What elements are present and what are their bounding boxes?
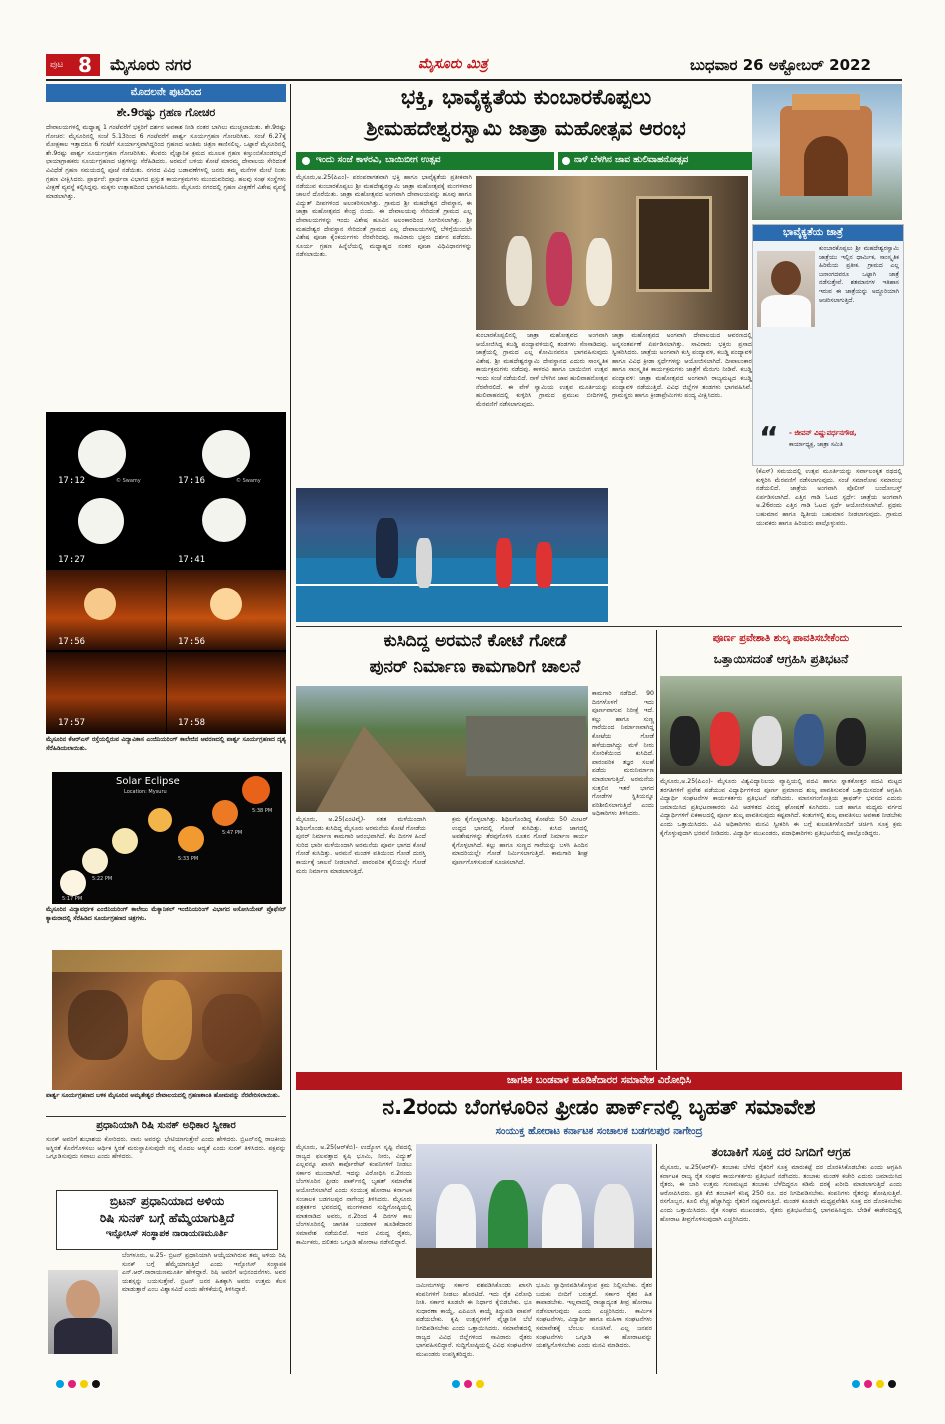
reg-dot-yellow-left [80,1380,88,1388]
quote-role: ಕಾರ್ಯಾಧ್ಯಕ್ಷ, ಜಾತ್ರಾ ಸಮಿತಿ [789,441,843,448]
fest-article-col-4: (ಕೆಎಸ್) ಸಮಯದಲ್ಲಿ ಉತ್ಸವ ಮೂರ್ತಿಯನ್ನು ಸರ್ವಾಲಂಕೃತ ರಥದಲ್ಲಿ ಕುಳ್ಳಿರಿಸಿ ಮೆರವಣಿಗೆ ನಡೆಸಲಾಗುವುದು. ಸಂಜೆ ಸಮಾರೋಪ ಸಮಾರಂಭ ನಡೆಯಲಿದೆ. ಜಾತ್ರೆಯ ಅಂಗವಾಗಿ ಪೊಲೀಸ್ ಬಂದೋಬಸ್ತ್ ಏರ್ಪಡಿಸಲಾಗಿದೆ. ಎತ್ತಿನ ಗಾಡಿ ಓಟದ ಸ್ಪರ್ಧೆ: ಜಾತ್ರೆಯ ಅಂಗವಾಗಿ ಅ.26ರಂದು ಎತ್ತಿನ ಗಾಡಿ ಓಟದ ಸ್ಪರ್ಧೆ ಆಯೋಜಿಸಲಾಗಿದೆ. ಪ್ರಥಮ ಬಹುಮಾನ ಹಾಗೂ ದ್ವಿತೀಯ ಬಹುಮಾನ ನೀಡಲಾಗುವುದು. ಗ್ರಾಮದ ಯುವಕರು ಹಾಗೂ ಹಿರಿಯರು ಪಾಲ್ಗೊಳ್ಳುವರು. [756,468,902,527]
time-label-7: 17:57 [58,718,86,728]
fest-title-line-1: ಭಕ್ತಿ, ಭಾವೈಕ್ಯತೆಯ ಕುಂಬಾರಕೊಪ್ಪಲು [400,85,652,109]
eclipse-caption: ಮೈಸೂರಿನ ಕೆಆರ್‌ಎಸ್ ರಸ್ತೆಯಲ್ಲಿರುವ ವಿದ್ಯಾವಿಕಾಸ ಎಂಜಿನಿಯರಿಂಗ್ ಕಾಲೇಜಿನ ಆವರಣದಲ್ಲಿ ಪಾರ್ಶ್ವ ಸೂರ್ಯಗ್ರಹಣದ ದೃಶ್ಯ ಸೆರೆಹಿಡಿಯಲಾಯಿತು. [46,736,286,752]
rally-article-col-2: ಜಮೀನುಗಳನ್ನು ಸರ್ಕಾರ ವಶಪಡಿಸಿಕೊಂಡು ಖಾಸಗಿ ಕಂಪನಿಗಳಿಗೆ ನೀಡಲು ಹೊರಟಿದೆ. ಇದು ರೈತ ವಿರೋಧಿ ನೀತಿ. ಸರ್ಕಾರ ಕೂಡಲೇ ಈ ನಿರ್ಧಾರ ಕೈಬಿಡಬೇಕು. ಭೂ ಸುಧಾರಣಾ ಕಾಯ್ದೆ, ಎಪಿಎಂಸಿ ಕಾಯ್ದೆ ತಿದ್ದುಪಡಿ ವಾಪಸ್ ಪಡೆಯಬೇಕು. ಕೃಷಿ ಉತ್ಪನ್ನಗಳಿಗೆ ವೈಜ್ಞಾನಿಕ ಬೆಲೆ ನಿಗದಿಪಡಿಸಬೇಕು ಎಂದು ಒತ್ತಾಯಿಸಿದರು. ಸಮಾವೇಶದಲ್ಲಿ ರಾಜ್ಯದ ವಿವಿಧ ಜಿಲ್ಲೆಗಳಿಂದ ಸಾವಿರಾರು ರೈತರು ಭಾಗವಹಿಸಲಿದ್ದಾರೆ. ಸುದ್ದಿಗೋಷ್ಠಿಯಲ್ಲಿ ವಿವಿಧ ಸಂಘಟನೆಗಳ ಮುಖಂಡರು ಉಪಸ್ಥಿತರಿದ್ದರು. [416,1282,532,1358]
palace-article-col-2: ಕ್ರಮ ಕೈಗೊಳ್ಳಲಾಗಿತ್ತು. ಶಿಥಿಲಗೊಂಡಿದ್ದ ಕೋಟೆಯ 50 ಮೀಟರ್ ಉದ್ದದ ಭಾಗದಲ್ಲಿ ಗೋಡೆ ಕುಸಿದಿತ್ತು. ಕುಸಿದ ಜಾಗದಲ್ಲಿ ಅವಶೇಷಗಳನ್ನು ತೆರವುಗೊಳಿಸಿ ನೂತನ ಗೋಡೆ ನಿರ್ಮಾಣ ಕಾರ್ಯ ಕೈಗೊಳ್ಳಲಾಗಿದೆ. ಕಲ್ಲು ಹಾಗೂ ಸುಣ್ಣದ ಗಾರೆಯನ್ನು ಬಳಸಿ ಹಿಂದಿನ ಮಾದರಿಯಲ್ಲೇ ಗೋಡೆ ನಿರ್ಮಿಸಲಾಗುತ್ತಿದೆ. ಕಾಮಗಾರಿ ಶೀಘ್ರ ಪೂರ್ಣಗೊಳಿಸುವಂತೆ ಸೂಚಿಸಲಾಗಿದೆ. [452,816,588,866]
time-label-2: 17:16 [178,476,206,486]
header-divider [46,79,902,81]
press-meet-photo [416,1144,652,1278]
solar-time-3: 5:33 PM [178,856,199,862]
sun-disc-3 [78,498,124,544]
continued-banner: ಮೊದಲನೇ ಪುಟದಿಂದ [46,84,286,102]
sun-disc-4 [202,498,246,542]
fest-article-col-3: ಜಾತ್ರಾ ಮಹೋತ್ಸವದ ಅಂಗವಾಗಿ ದೇವಾಲಯದ ಆವರಣದಲ್ಲಿ ಅನ್ನಸಂತರ್ಪಣೆ ಏರ್ಪಡಿಸಲಾಗಿತ್ತು. ಸಾವಿರಾರು ಭಕ್ತರು ಪ್ರಸಾದ ಸ್ವೀಕರಿಸಿದರು. ಜಾತ್ರೆಯ ಅಂಗವಾಗಿ ಕುಸ್ತಿ ಪಂದ್ಯಾವಳಿ, ಕಬಡ್ಡಿ ಪಂದ್ಯಾವಳಿ ಹಾಗೂ ವಿವಿಧ ಕ್ರೀಡಾ ಸ್ಪರ್ಧೆಗಳನ್ನು ಆಯೋಜಿಸಲಾಗಿದೆ. ದೀಪಾಲಂಕಾರ ಹಾಗೂ ಸಾಂಸ್ಕೃತಿಕ ಕಾರ್ಯಕ್ರಮಗಳು ಜಾತ್ರೆಗೆ ಮೆರುಗು ನೀಡಿವೆ. ಕಬಡ್ಡಿ ಪಂದ್ಯಾವಳಿ: ಜಾತ್ರಾ ಮಹೋತ್ಸವದ ಅಂಗವಾಗಿ ರಾಜ್ಯಮಟ್ಟದ ಕಬಡ್ಡಿ ಪಂದ್ಯಾವಳಿ ನಡೆಯುತ್ತಿದೆ. ವಿವಿಧ ಜಿಲ್ಲೆಗಳ ತಂಡಗಳು ಭಾಗವಹಿಸಿವೆ. ಗ್ರಾಮಸ್ಥರು ಹಾಗೂ ಕ್ರೀಡಾಪ್ರೇಮಿಗಳು ಪಂದ್ಯ ವೀಕ್ಷಿಸಿದರು. [612,332,752,400]
fest-headline [296,82,756,152]
sidebar-title-bar: ಭಾವೈಕ್ಯತೆಯ ಜಾತ್ರೆ [753,225,903,241]
pooja-photo [52,950,282,1090]
section-name: ಮೈಸೂರು ನಗರ [110,55,192,74]
ribbon-bullet-1 [302,157,310,165]
rally-article-col-1: ಮೈಸೂರು, ಅ.25(ಆರ್‌ಕೆಬಿ)- ಉದ್ಯೋಗ ಸೃಷ್ಟಿ ನೆಪದಲ್ಲಿ ರಾಜ್ಯದ ಫಲವತ್ತಾದ ಕೃಷಿ ಭೂಮಿ, ನೀರು, ವಿದ್ಯುತ್ ಎಲ್ಲವನ್ನೂ ಖಾಸಗಿ ಕಾರ್ಪೊರೇಟ್ ಕಂಪನಿಗಳಿಗೆ ನೀಡಲು ಸರ್ಕಾರ ಮುಂದಾಗಿದೆ. ಇದನ್ನು ವಿರೋಧಿಸಿ ನ.2ರಂದು ಬೆಂಗಳೂರಿನ ಫ್ರೀಡಂ ಪಾರ್ಕ್‌ನಲ್ಲಿ ಬೃಹತ್ ಸಮಾವೇಶ ಆಯೋಜಿಸಲಾಗಿದೆ ಎಂದು ಸಂಯುಕ್ತ ಹೋರಾಟ ಕರ್ನಾಟಕ ಸಂಚಾಲಕ ಬಡಗಲಪುರ ನಾಗೇಂದ್ರ ತಿಳಿಸಿದರು. ಮೈಸೂರು ಪತ್ರಕರ್ತರ ಭವನದಲ್ಲಿ ಮಂಗಳವಾರ ಸುದ್ದಿಗೋಷ್ಠಿಯಲ್ಲಿ ಮಾತನಾಡಿದ ಅವರು, ನ.2ರಿಂದ 4 ದಿನಗಳ ಕಾಲ ಬೆಂಗಳೂರಿನಲ್ಲಿ ಜಾಗತಿಕ ಬಂಡವಾಳ ಹೂಡಿಕೆದಾರರ ಸಮಾವೇಶ ನಡೆಯಲಿದೆ. ಇದರ ವಿರುದ್ಧ ರೈತರು, ಕಾರ್ಮಿಕರು, ದಲಿತರು ಒಗ್ಗೂಡಿ ಹೋರಾಟ ನಡೆಸಲಿದ್ದಾರೆ. [296,1144,412,1246]
sun-disc-2 [202,430,250,478]
eclipse-disc-3 [178,826,204,852]
photo-credit-2: © Swamy [236,478,261,484]
eclipse-article: ದೇವಾಲಯಗಳಲ್ಲಿ ಮಧ್ಯಾಹ್ನ 1 ಗಂಟೆವರೆಗೆ ಭಕ್ತರಿಗೆ ದರ್ಶನ ಅವಕಾಶ ನೀಡಿ ನಂತರ ಬಾಗಿಲು ಮುಚ್ಚಲಾಯಿತು. ಶೇ.9ರಷ್ಟು ಗೋಚರ: ಮೈಸೂರಿನಲ್ಲಿ ಸಂಜೆ 5.13ರಿಂದ 6 ಗಂಟೆವರೆಗೆ ಪಾರ್ಶ್ವ ಸೂರ್ಯಗ್ರಹಣ ಗೋಚರಿಸಿತು. ಸಂಜೆ 6.27ಕ್ಕೆ ಮೋಕ್ಷಕಾಲ ಇತ್ತಾದರೂ 6 ಗಂಟೆಗೆ ಸೂರ್ಯಾಸ್ತವಾಗಿದ್ದರಿಂದ ಗ್ರಹಣದ ಅಂತಿಮ ಚಿತ್ರಣ ಕಾಣಿಸಲಿಲ್ಲ. ಒಟ್ಟಾರೆ ಮೈಸೂರಿನಲ್ಲಿ ಶೇ.9ರಷ್ಟು ಪಾರ್ಶ್ವ ಸೂರ್ಯಗ್ರಹಣ ಗೋಚರಿಸಿತು. ಕೆಲವರು ವೈಜ್ಞಾನಿಕ ಕ್ರಮದ ಮೂಲಕ ಗ್ರಹಣ ಕಣ್ತುಂಬಿಕೊಂಡರಲ್ಲದೆ ಛಾಯಾಗ್ರಾಹಕರು ಸೂರ್ಯಗ್ರಹಣದ ಚಿತ್ರಗಳನ್ನು ಸೆರೆಹಿಡಿದರು. ಅರಮನೆ ಬಳಿಯ ಕೋಟೆ ಮಾರಮ್ಮ ದೇವಾಲಯ ಸೇರಿದಂತೆ ವಿವಿಧೆಡೆ ಗ್ರಹಣ ಸಮಯದಲ್ಲಿ ಪೂಜೆ ನಡೆಯಿತು. ನಗರದ ವಿವಿಧ ಬಡಾವಣೆಗಳಲ್ಲಿ ಜನರು ತಮ್ಮ ಮನೆಗಳ ಮೇಲೆ ನಿಂತು ಗ್ರಹಣ ವೀಕ್ಷಿಸಿದರು. ಪ್ರಾರ್ಥನೆ: ಪ್ರಾರ್ಥನಾ ವಿಭಾಗದ ಪ್ರಸ್ತುತ ಕಾರ್ಯಕ್ರಮಗಳು ಮುಂದುವರಿದವು. ಹಲವು ಸಂಘ ಸಂಸ್ಥೆಗಳು ವೀಕ್ಷಣೆ ವ್ಯವಸ್ಥೆ ಕಲ್ಪಿಸಿದ್ದವು. ಮಕ್ಕಳು ಉತ್ಸಾಹದಿಂದ ಭಾಗವಹಿಸಿದರು. ಮೈಸೂರು ನಗರದಲ್ಲಿ ಗ್ರಹಣ ವೀಕ್ಷಣೆಗೆ ವಿಶೇಷ ವ್ಯವಸ್ಥೆ ಮಾಡಲಾಗಿತ್ತು. [46,124,286,200]
time-label-8: 17:58 [178,718,206,728]
rally-article-col-3: ಭೂಮಿ ಸ್ವಾಧೀನಪಡಿಸಿಕೊಳ್ಳುವ ಕ್ರಮ ನಿಲ್ಲಿಸಬೇಕು. ರೈತರ ಬದುಕು ಬೀದಿಗೆ ಬರುತ್ತದೆ. ಸರ್ಕಾರ ರೈತರ ಹಿತ ಕಾಪಾಡಬೇಕು. ಇಲ್ಲವಾದಲ್ಲಿ ರಾಜ್ಯಾದ್ಯಂತ ತೀವ್ರ ಹೋರಾಟ ನಡೆಸಲಾಗುವುದು ಎಂದು ಎಚ್ಚರಿಸಿದರು. ಕಾರ್ಮಿಕ ಸಂಘಟನೆಗಳು, ವಿದ್ಯಾರ್ಥಿ ಹಾಗೂ ಮಹಿಳಾ ಸಂಘಟನೆಗಳು ಸಮಾವೇಶಕ್ಕೆ ಬೆಂಬಲ ಸೂಚಿಸಿವೆ. ಎಲ್ಲ ಜನಪರ ಸಂಘಟನೆಗಳು ಒಗ್ಗೂಡಿ ಈ ಹೋರಾಟವನ್ನು ಯಶಸ್ವಿಗೊಳಿಸಬೇಕು ಎಂದು ಮನವಿ ಮಾಡಿದರು. [536,1282,652,1350]
fest-title-line-2: ಶ್ರೀಮಹದೇಶ್ವರಸ್ವಾಮಿ ಜಾತ್ರಾ ಮಹೋತ್ಸವ ಆರಂಭ [366,116,686,140]
time-label-5: 17:56 [58,637,86,647]
solar-time-1: 5:38 PM [252,808,273,814]
eclipse-disc-7 [60,870,86,896]
kabaddi-photo [296,488,608,622]
solar-time-2: 5:47 PM [222,830,243,836]
page-number: 8 [78,53,92,77]
infosys-article: ಬೆಂಗಳೂರು, ಅ.25- ಬ್ರಿಟನ್ ಪ್ರಧಾನಿಯಾಗಿ ಆಯ್ಕೆಯಾಗಿರುವ ತಮ್ಮ ಅಳಿಯ ರಿಷಿ ಸುನಕ್ ಬಗ್ಗೆ ಹೆಮ್ಮೆಯಾಗುತ್ತಿದೆ ಎಂದು ಇನ್ಫೋಸಿಸ್ ಸಂಸ್ಥಾಪಕ ಎನ್.ಆರ್.ನಾರಾಯಣಮೂರ್ತಿ ಹೇಳಿದ್ದಾರೆ. ರಿಷಿ ಅವರಿಗೆ ಅಭಿನಂದನೆಗಳು. ಅವರ ಯಶಸ್ಸನ್ನು ಬಯಸುತ್ತೇವೆ. ಬ್ರಿಟನ್ ಜನರ ಹಿತಕ್ಕಾಗಿ ಅವರು ಉತ್ತಮ ಕೆಲಸ ಮಾಡುತ್ತಾರೆ ಎಂಬ ವಿಶ್ವಾಸವಿದೆ ಎಂದು ಹೇಳಿಕೆಯಲ್ಲಿ ತಿಳಿಸಿದ್ದಾರೆ. [122,1252,286,1294]
page-header [0,50,945,80]
masthead-logo: ಮೈಸೂರು ಮಿತ್ರ [418,56,488,72]
photo-credit-1: © Swamy [116,478,141,484]
protest-headline: ಪೂರ್ಣ ಪ್ರವೇಶಾತಿ ಶುಲ್ಕ ಪಾವತಿಸಬೇಕೆಂದು ಒತ್ತಾಯಿಸದಂತೆ ಆಗ್ರಹಿಸಿ ಪ್ರತಿಭಟನೆ [712,633,850,666]
reg-dot-magenta-right [864,1380,872,1388]
reg-dot-cyan-right [852,1380,860,1388]
reg-dot-yellow-right [876,1380,884,1388]
reg-dot-black-left [92,1380,100,1388]
quote-mark: “ [759,421,779,456]
eclipse-disc-5 [112,828,138,854]
solar-time-5: 5:17 PM [62,896,83,902]
time-label-3: 17:27 [58,555,86,565]
issue-date: ಬುಧವಾರ 26 ಅಕ್ಟೋಬರ್ 2022 [690,56,871,74]
solar-caption: ಮೈಸೂರಿನ ವಿದ್ಯಾವರ್ಧಕ ಎಂಜಿನಿಯರಿಂಗ್ ಕಾಲೇಜು ಮೆಕ್ಯಾನಿಕಲ್ ಇಂಜಿನಿಯರಿಂಗ್ ವಿಭಾಗದ ಅಸೋಸಿಯೇಟ್ ಪ್ರೊಫೆಸರ್ ಕ್ಯಾಮರಾದಲ್ಲಿ ಸೆರೆಹಿಡಿದ ಸೂರ್ಯಗ್ರಹಣದ ಚಿತ್ರಗಳು. [46,906,286,922]
tobacco-article: ಮೈಸೂರು, ಅ.25(ಆರ್‌ಕೆ)- ತಂಬಾಕು ಬೆಳೆದ ರೈತರಿಗೆ ಸೂಕ್ತ ಮಾರುಕಟ್ಟೆ ದರ ದೊರಕಿಸಿಕೊಡಬೇಕು ಎಂದು ಆಗ್ರಹಿಸಿ ಕರ್ನಾಟಕ ರಾಜ್ಯ ರೈತ ಸಂಘದ ಕಾರ್ಯಕರ್ತರು ಪ್ರತಿಭಟನೆ ನಡೆಸಿದರು. ತಂಬಾಕು ಮಂಡಳಿ ಕಚೇರಿ ಎದುರು ಜಮಾಯಿಸಿದ ರೈತರು, ಈ ಬಾರಿ ಉತ್ತಮ ಗುಣಮಟ್ಟದ ತಂಬಾಕು ಬೆಳೆದಿದ್ದರೂ ಕಡಿಮೆ ದರಕ್ಕೆ ಖರೀದಿ ಮಾಡಲಾಗುತ್ತಿದೆ ಎಂದು ಆರೋಪಿಸಿದರು. ಪ್ರತಿ ಕೆಜಿ ತಂಬಾಕಿಗೆ ಕನಿಷ್ಠ 250 ರೂ. ದರ ನಿಗದಿಪಡಿಸಬೇಕು. ಕಂಪನಿಗಳು ರೈತರನ್ನು ಶೋಷಿಸುತ್ತಿವೆ. ರಸಗೊಬ್ಬರ, ಕೂಲಿ ವೆಚ್ಚ ಹೆಚ್ಚಾಗಿದ್ದು ರೈತರಿಗೆ ನಷ್ಟವಾಗುತ್ತಿದೆ. ಮಂಡಳಿ ಕೂಡಲೇ ಮಧ್ಯಪ್ರವೇಶಿಸಿ ಸೂಕ್ತ ದರ ದೊರಕಿಸಬೇಕು ಎಂದು ಒತ್ತಾಯಿಸಿದರು. ರೈತ ಸಂಘದ ಮುಖಂಡರು, ರೈತರು ಪ್ರತಿಭಟನೆಯಲ್ಲಿ ಭಾಗವಹಿಸಿದ್ದರು. ಬೇಡಿಕೆ ಈಡೇರದಿದ್ದಲ್ಲಿ ಹೋರಾಟ ತೀವ್ರಗೊಳಿಸುವುದಾಗಿ ಎಚ್ಚರಿಸಿದರು. [660,1164,902,1223]
ribbon-text-2: ನಾಳೆ ಬೆಳಗಿನ ಜಾವ ಹುಲಿವಾಹನೋತ್ಸವ [574,155,689,165]
palace-article-col-3: ಕಾಮಗಾರಿ ನಡೆದಿದೆ. 90 ದಿನಗಳೊಳಗೆ ಇದು ಪೂರ್ಣವಾಗುವ ನಿರೀಕ್ಷೆ ಇದೆ. ಕಲ್ಲು ಹಾಗೂ ಸುಣ್ಣ ಗಾರೆಯಿಂದ ನಿರ್ಮಾಣವಾಗಿದ್ದ ಕೋಟೆಯ ಗೋಡೆ ಹಳೆಯದಾಗಿದ್ದು ಮಳೆ ನೀರು ಸೋರಿಕೆಯಿಂದ ಕುಸಿದಿದೆ. ಪಾರಂಪರಿಕ ತಜ್ಞರ ಸಲಹೆ ಪಡೆದು ಮರುನಿರ್ಮಾಣ ಮಾಡಲಾಗುತ್ತಿದೆ. ಅರಮನೆಯ ಸುತ್ತಲಿನ ಇತರೆ ಭಾಗದ ಗೋಡೆಗಳ ಸ್ಥಿತಿಯನ್ನೂ ಪರಿಶೀಲಿಸಲಾಗುತ್ತಿದೆ ಎಂದು ಅಧಿಕಾರಿಗಳು ತಿಳಿಸಿದರು. [592,690,654,818]
sun-disc-1 [78,430,126,478]
solar-title: Solar Eclipse [116,776,180,787]
rally-headline: ನ.2ರಂದು ಬೆಂಗಳೂರಿನ ಫ್ರೀಡಂ ಪಾರ್ಕ್‌ನಲ್ಲಿ ಬೃಹತ್ ಸಮಾವೇಶ [382,1095,816,1119]
reg-dot-yellow-mid [476,1380,484,1388]
ribbon-bullet-2 [562,157,570,165]
ribbon-text-1: ಇಂದು ಸಂಜೆ ಕಾಳರವಿ, ಬಾಯಿಬೀಗ ಉತ್ಸವ [316,155,441,165]
solar-eclipse-photo [52,772,282,904]
rally-kicker-bar: ಜಾಗತಿಕ ಬಂಡವಾಳ ಹೂಡಿಕೆದಾರರ ಸಮಾವೇಶ ವಿರೋಧಿಸಿ [296,1072,902,1090]
quote-name: - ಜೀವನ್ ವಿಷ್ಣುವರ್ಧನಗೌಡ, [789,429,857,437]
jeevan-photo [757,251,815,327]
time-label-6: 17:56 [178,637,206,647]
tobacco-headline: ತಂಬಾಕಿಗೆ ಸೂಕ್ತ ದರ ನಿಗದಿಗೆ ಆಗ್ರಹ [711,1145,851,1159]
pooja-caption: ಪಾರ್ಶ್ವ ಸೂರ್ಯಗ್ರಹಣದ ಬಳಿಕ ಮೈಸೂರಿನ ಅಮೃತೇಶ್ವರ ದೇವಾಲಯದಲ್ಲಿ ಗ್ರಹಣಶಾಂತಿ ಹೋಮವನ್ನು ನೆರವೇರಿಸಲಾಯಿತು. [46,1092,281,1099]
time-label-4: 17:41 [178,555,206,565]
eclipse-disc-1 [242,776,270,804]
infosys-headline: ಬ್ರಿಟನ್ ಪ್ರಧಾನಿಯಾದ ಅಳಿಯ ರಿಷಿ ಸುನಕ್ ಬಗ್ಗೆ ಹೆಮ್ಮೆಯಾಗುತ್ತಿದೆ ಇನ್ಫೋಸಿಸ್ ಸಂಸ್ಥಾಪಕ ನಾರಾಯಣಮೂರ್ತಿ [56,1190,278,1250]
page-label: ಪುಟ [50,60,64,70]
reg-dot-magenta-mid [464,1380,472,1388]
eclipse-photo-grid [46,412,286,734]
sunak-article: ಸುನಕ್ ಅವರಿಗೆ ಶುಭಾಶಯ ಕೋರಿದರು. ನಾನು ಅವರನ್ನು ಭೇಟಿಯಾಗುತ್ತೇನೆ ಎಂದು ಹೇಳಿದರು. ಬ್ರಿಟನ್‌ನಲ್ಲಿ ರಾಜಕೀಯ ಅಸ್ಥಿರತೆ ಕೊನೆಗೊಳಿಸಲು ಆರ್ಥಿಕ ಸ್ಥಿರತೆ ಮರುಸ್ಥಾಪಿಸುವುದೇ ನನ್ನ ಮೊದಲ ಆದ್ಯತೆ ಎಂದು ಸುನಕ್ ತಿಳಿಸಿದರು. ಪಕ್ಷವನ್ನು ಒಗ್ಗೂಡಿಸುವುದು ಸವಾಲು ಎಂದು ಹೇಳಿದರು. [46,1136,286,1161]
eclipse-title: ಶೇ.9ರಷ್ಟು ಗ್ರಹಣ ಗೋಚರ [116,106,216,119]
temple-gate-photo [752,84,902,220]
protest-article: ಮೈಸೂರು,ಅ.25(ಪಿಎಂ)- ಮೈಸೂರು ವಿಶ್ವವಿದ್ಯಾನಿಲಯ ವ್ಯಾಪ್ತಿಯಲ್ಲಿ ಪದವಿ ಹಾಗೂ ಸ್ನಾತಕೋತ್ತರ ಪದವಿ ಮಟ್ಟದ ತರಗತಿಗಳಿಗೆ ಪ್ರವೇಶ ಪಡೆಯುವ ವಿದ್ಯಾರ್ಥಿಗಳಿಂದ ಪೂರ್ಣ ಪ್ರಮಾಣದ ಶುಲ್ಕ ಪಾವತಿಸುವಂತೆ ಒತ್ತಾಯಿಸದಂತೆ ಆಗ್ರಹಿಸಿ ವಿದ್ಯಾರ್ಥಿ ಸಂಘಟನೆಗಳ ಕಾರ್ಯಕರ್ತರು ಪ್ರತಿಭಟನೆ ನಡೆಸಿದರು. ಮಾನಸಗಂಗೋತ್ರಿಯ ಕ್ರಾಫರ್ಡ್ ಭವನದ ಎದುರು ಜಮಾಯಿಸಿದ ಪ್ರತಿಭಟನಾಕಾರರು ವಿವಿ ಆಡಳಿತದ ವಿರುದ್ಧ ಘೋಷಣೆ ಕೂಗಿದರು. ಬಡ ಹಾಗೂ ಮಧ್ಯಮ ವರ್ಗದ ವಿದ್ಯಾರ್ಥಿಗಳಿಗೆ ಏಕಕಾಲದಲ್ಲಿ ಪೂರ್ಣ ಶುಲ್ಕ ಪಾವತಿಸುವುದು ಕಷ್ಟವಾಗಿದೆ. ಕಂತುಗಳಲ್ಲಿ ಶುಲ್ಕ ಪಾವತಿಸಲು ಅವಕಾಶ ನೀಡಬೇಕು ಎಂದು ಒತ್ತಾಯಿಸಿದರು. ವಿವಿ ಅಧಿಕಾರಿಗಳು ಮನವಿ ಸ್ವೀಕರಿಸಿ ಈ ಬಗ್ಗೆ ಕುಲಪತಿಗಳೊಂದಿಗೆ ಚರ್ಚಿಸಿ ಸೂಕ್ತ ಕ್ರಮ ಕೈಗೊಳ್ಳುವುದಾಗಿ ಭರವಸೆ ನೀಡಿದರು. ವಿದ್ಯಾರ್ಥಿ ಮುಖಂಡರು, ಪದಾಧಿಕಾರಿಗಳು ಪ್ರತಿಭಟನೆಯಲ್ಲಿ ಪಾಲ್ಗೊಂಡಿದ್ದರು. [660,778,902,837]
palace-article-col-1: ಮೈಸೂರು, ಅ.25(ಎಂಟಿವೈ)- ಸತತ ಮಳೆಯಿಂದಾಗಿ ಶಿಥಿಲಗೊಂಡು ಕುಸಿದಿದ್ದ ಮೈಸೂರು ಅರಮನೆಯ ಕೋಟೆ ಗೋಡೆಯ ಪುನರ್ ನಿರ್ಮಾಣ ಕಾಮಗಾರಿ ಆರಂಭವಾಗಿದೆ. ಕೆಲ ದಿನಗಳ ಹಿಂದೆ ಸುರಿದ ಭಾರೀ ಮಳೆಯಿಂದಾಗಿ ಅರಮನೆಯ ಪೂರ್ವ ಭಾಗದ ಕೋಟೆ ಗೋಡೆ ಕುಸಿದಿತ್ತು. ಅರಮನೆ ಮಂಡಳಿ ವತಿಯಿಂದ ಗೋಡೆ ದುರಸ್ತಿ ಕಾರ್ಯಕ್ಕೆ ಚಾಲನೆ ನೀಡಲಾಗಿದೆ. ಪಾರಂಪರಿಕ ಶೈಲಿಯಲ್ಲೇ ಗೋಡೆ ಮರು ನಿರ್ಮಾಣ ಮಾಡಲಾಗುತ್ತಿದೆ. [296,816,426,875]
rally-subtitle: ಸಂಯುಕ್ತ ಹೋರಾಟ ಕರ್ನಾಟಕ ಸಂಚಾಲಕ ಬಡಗಲಪುರ ನಾಗೇಂದ್ರ [495,1126,703,1137]
fest-sidebar: ಭಾವೈಕ್ಯತೆಯ ಜಾತ್ರೆ ಕುಂಬಾರಕೊಪ್ಪಲು ಶ್ರೀ ಮಹದೇಶ್ವರಸ್ವಾಮಿ ಜಾತ್ರೆಯು ಇಲ್ಲಿನ ಧಾರ್ಮಿಕ, ಸಾಂಸ್ಕೃತಿಕ ಹಿರಿಮೆಯ ಪ್ರತೀಕ. ಗ್ರಾಮದ ಎಲ್ಲ ಜನಾಂಗದವರೂ ಒಟ್ಟಾಗಿ ಜಾತ್ರೆ ನಡೆಸುತ್ತೇವೆ. ಶತಮಾನಗಳ ಇತಿಹಾಸ ಇರುವ ಈ ಜಾತ್ರೆಯನ್ನು ಅದ್ಧೂರಿಯಾಗಿ ಆಚರಿಸಲಾಗುತ್ತಿದೆ. “ - ಜೀವನ್ ವಿಷ್ಣುವರ್ಧನಗೌಡ, ಕಾರ್ಯಾಧ್ಯಕ್ಷ, ಜಾತ್ರಾ ಸಮಿತಿ [752,224,904,466]
fest-ribbon [296,152,752,170]
sun-disc-5 [84,588,116,620]
sunak-title: ಪ್ರಧಾನಿಯಾಗಿ ರಿಷಿ ಸುನಕ್ ಅಧಿಕಾರ ಸ್ವೀಕಾರ [96,1120,236,1131]
reg-dot-magenta-left [68,1380,76,1388]
eclipse-disc-2 [212,800,238,826]
protest-photo [660,676,902,774]
palace-headline: ಕುಸಿದಿದ್ದ ಅರಮನೆ ಕೋಟೆ ಗೋಡೆ ಪುನರ್ ನಿರ್ಮಾಣ ಕಾಮಗಾರಿಗೆ ಚಾಲನೆ [369,631,581,677]
eclipse-disc-4 [148,808,172,832]
time-label-1: 17:12 [58,476,86,486]
eclipse-disc-6 [82,848,108,874]
solar-location: Location: Mysuru [124,789,167,795]
sun-disc-6 [210,588,242,620]
fest-article-col-1: ಮೈಸೂರು,ಅ.25(ಪಿಎಂ)- ಪರಂಪರಾಗತವಾಗಿ ಭಕ್ತಿ ಹಾಗೂ ಭಾವೈಕ್ಯತೆಯ ಪ್ರತೀಕವಾಗಿ ನಡೆಯುವ ಕುಂಬಾರಕೊಪ್ಪಲು ಶ್ರೀ ಮಹದೇಶ್ವರಸ್ವಾಮಿ ಜಾತ್ರಾ ಮಹೋತ್ಸವಕ್ಕೆ ಮಂಗಳವಾರ ಚಾಲನೆ ದೊರೆಯಿತು. ಜಾತ್ರಾ ಮಹೋತ್ಸವದ ಅಂಗವಾಗಿ ದೇವಾಲಯವನ್ನು ಹೂವು ಹಾಗೂ ವಿದ್ಯುತ್ ದೀಪಗಳಿಂದ ಅಲಂಕರಿಸಲಾಗಿತ್ತು. ಗ್ರಾಮದ ಶ್ರೀ ಮಹದೇಶ್ವರ ದೇವಸ್ಥಾನ, ಈ ಜಾತ್ರಾ ಮಹೋತ್ಸವದ ಕೇಂದ್ರ ಬಿಂದು. ಈ ದೇವಾಲಯವು ಸೇರಿದಂತೆ ಗ್ರಾಮದ ಎಲ್ಲ ದೇವಾಲಯಗಳನ್ನು ಇಂದು ವಿಶೇಷ ಹೂವಿನ ಅಲಂಕಾರದಿಂದ ಸಿಂಗರಿಸಲಾಗಿತ್ತು. ಶ್ರೀ ಮಹದೇಶ್ವರ ದೇವಸ್ಥಾನ ಸೇರಿದಂತೆ ಗ್ರಾಮದ ಎಲ್ಲ ದೇವಾಲಯಗಳಲ್ಲಿ ಬೆಳಿಗ್ಗೆಯಿಂದಲೇ ವಿಶೇಷ ಪೂಜಾ ಕೈಂಕರ್ಯಗಳು ನೆರವೇರಿದವು. ಸಾವಿರಾರು ಭಕ್ತರು ದರ್ಶನ ಪಡೆದರು. ಸೂರ್ಯ ಗ್ರಹಣ ಹಿನ್ನೆಲೆಯಲ್ಲಿ ಮಧ್ಯಾಹ್ನದ ನಂತರ ಪೂಜಾ ವಿಧಿವಿಧಾನಗಳನ್ನು ನಡೆಸಲಾಯಿತು. [296,174,472,259]
solar-time-4: 5:22 PM [92,876,113,882]
reg-dot-cyan-left [56,1380,64,1388]
palace-wall-photo [296,686,588,812]
reg-dot-black-right [888,1380,896,1388]
temple-devotees-photo [476,176,748,330]
reg-dot-cyan-mid [452,1380,460,1388]
fest-article-col-2: ಕುಂಬಾರಕೊಪ್ಪಲಿನಲ್ಲಿ ಜಾತ್ರಾ ಮಹೋತ್ಸವದ ಅಂಗವಾಗಿ ಆಯೋಜಿಸಿದ್ದ ಕಬಡ್ಡಿ ಪಂದ್ಯಾವಳಿಯಲ್ಲಿ ತಂಡಗಳು ಸೆಣಸಾಡಿದವು. ಜಾತ್ರೆಯಲ್ಲಿ ಗ್ರಾಮದ ಎಲ್ಲ ಕೋಮಿನವರೂ ಭಾಗವಹಿಸುವುದು ವಿಶೇಷ. ಶ್ರೀ ಮಹದೇಶ್ವರಸ್ವಾಮಿ ದೇವಸ್ಥಾನದ ಎದುರು ಸಾಂಸ್ಕೃತಿಕ ಕಾರ್ಯಕ್ರಮಗಳು ನಡೆದವು. ಕಾಳರವಿ ಹಾಗೂ ಬಾಯಿಬೀಗ ಉತ್ಸವ ಇಂದು ಸಂಜೆ ನಡೆಯಲಿದೆ. ನಾಳೆ ಬೆಳಗಿನ ಜಾವ ಹುಲಿವಾಹನೋತ್ಸವ ನೆರವೇರಲಿದೆ. ಈ ವೇಳೆ ಸ್ವಾಮಿಯ ಉತ್ಸವ ಮೂರ್ತಿಯನ್ನು ಹುಲಿವಾಹನದಲ್ಲಿ ಕುಳ್ಳಿರಿಸಿ ಗ್ರಾಮದ ಪ್ರಮುಖ ಬೀದಿಗಳಲ್ಲಿ ಮೆರವಣಿಗೆ ನಡೆಸಲಾಗುವುದು. [476,332,608,408]
